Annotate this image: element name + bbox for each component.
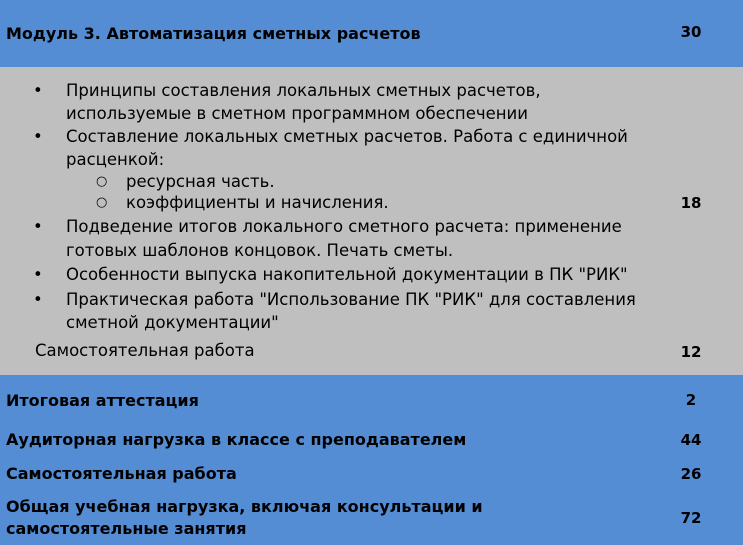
topic-list [0,79,666,334]
self-work-total-row [0,460,743,492]
self-work-hours: 12 [680,343,702,361]
total-load-label: Общая учебная нагрузка, включая консультации и самостоятельные занятия [6,497,483,538]
module-header-row [0,0,743,67]
content-hours: 18 [680,194,702,212]
module-title: Модуль 3. Автоматизация сметных расчетов [6,24,421,43]
sub-list [66,171,666,213]
self-work-label: Самостоятельная работа [35,341,255,360]
final-attestation-row [0,375,743,426]
list-item: • Принципы составления локальных сметных расчетов, используемые в сметном программном обеспечении [0,79,666,125]
list-item [0,125,666,213]
final-attestation-hours: 2 [685,391,697,409]
auditory-load-row [0,426,743,460]
total-load-hours: 72 [680,509,702,527]
module-hours: 30 [680,23,702,41]
list-item-text: Составление локальных сметных расчетов. Работа с единичной расценкой: [66,127,628,169]
self-work-total-label: Самостоятельная работа [6,464,237,483]
auditory-load-hours: 44 [680,431,702,449]
final-attestation-label: Итоговая аттестация [6,391,199,410]
self-work-total-hours: 26 [680,465,702,483]
auditory-load-label: Аудиторная нагрузка в классе с преподавателем [6,430,467,449]
list-item: • Практическая работа "Использование ПК "РИК" для составления сметной документации" [0,288,666,334]
total-load-row [0,492,743,545]
list-item: • Особенности выпуска накопительной документации в ПК "РИК" [0,263,666,287]
list-item: • Подведение итогов локального сметного расчета: применение готовых шаблонов концовок. Печать сметы. [0,215,666,263]
sub-list-item: ○ ресурсная часть. [66,171,666,192]
sub-list-item: ○ коэффициенты и начисления. [66,192,666,213]
module-content-row [0,67,743,375]
